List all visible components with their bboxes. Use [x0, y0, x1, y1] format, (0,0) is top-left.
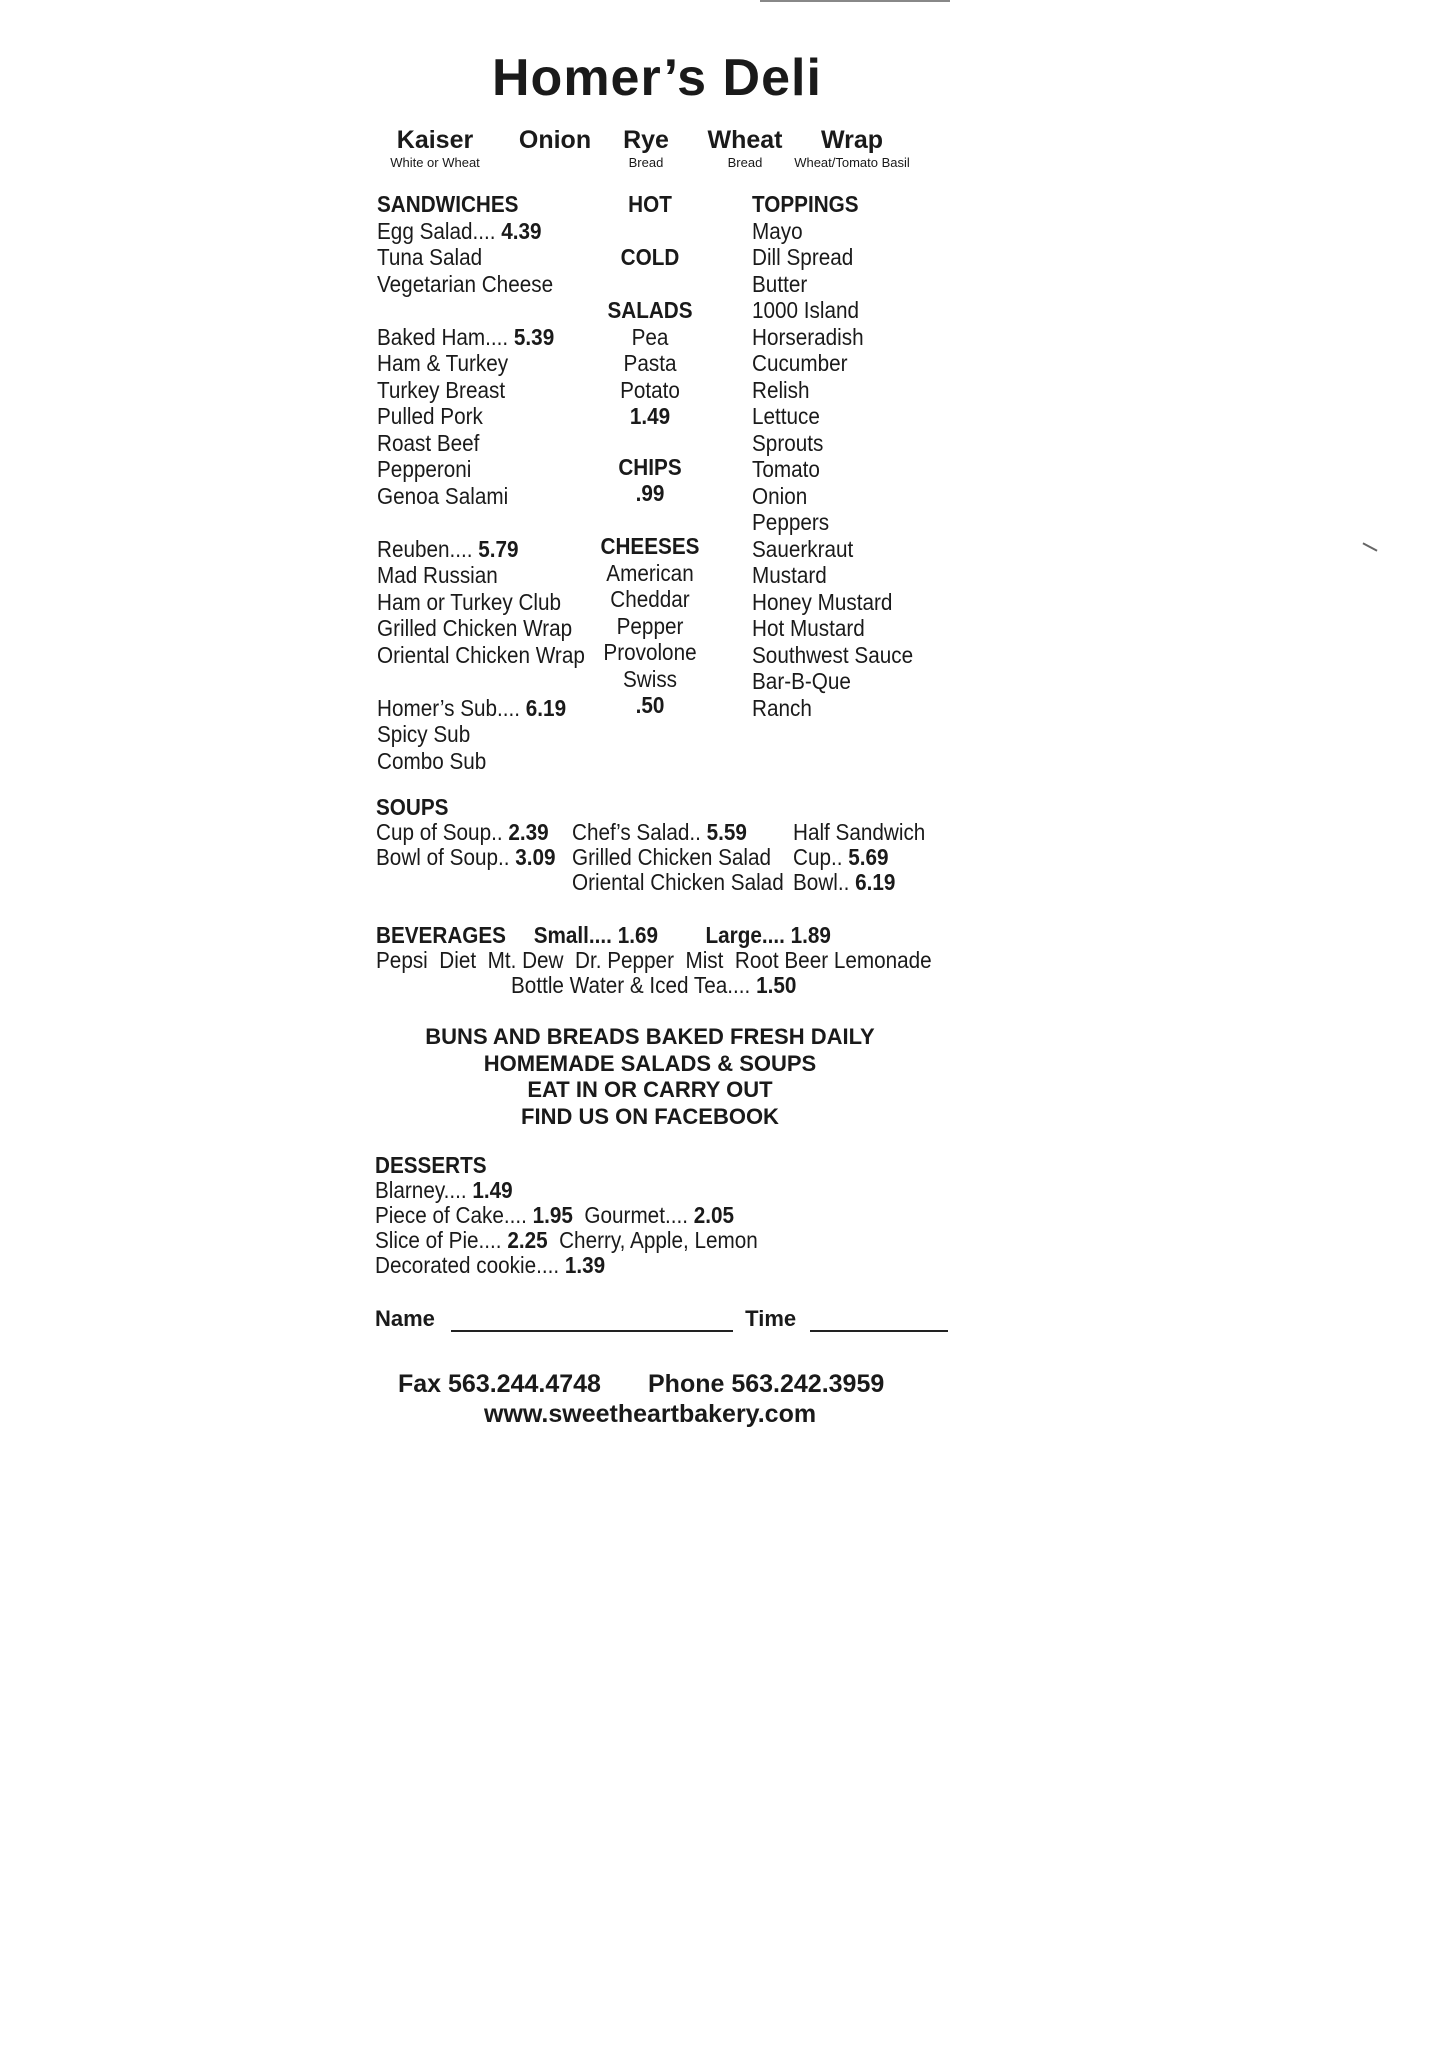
- beverages-header: BEVERAGES: [376, 922, 506, 948]
- topping-item: Honey Mustard: [752, 588, 893, 615]
- middle-column: [587, 191, 713, 719]
- menu-item: Pepperoni: [377, 456, 472, 482]
- cheese-item: Cheddar: [610, 586, 690, 612]
- bread-name: Onion: [518, 126, 592, 154]
- time-label: Time: [745, 1306, 797, 1331]
- menu-item: Grilled Chicken Wrap: [377, 615, 573, 641]
- item-name: Cup..: [793, 844, 843, 870]
- item-price: 1.39: [564, 1252, 606, 1278]
- name-field[interactable]: [451, 1308, 733, 1332]
- beverage-small-price: 1.69: [617, 922, 658, 948]
- page-title: Homer’s Deli: [492, 49, 822, 107]
- item-price: 5.69: [848, 844, 889, 870]
- salads-header: SALADS: [607, 297, 693, 323]
- desserts-column: [375, 1152, 758, 1278]
- bread-name: Rye: [623, 126, 669, 154]
- cheese-item: Provolone: [603, 639, 697, 665]
- bread-sub: Bread: [727, 155, 763, 170]
- bread-sub: White or Wheat: [390, 155, 480, 170]
- topping-item: Lettuce: [752, 403, 820, 429]
- topping-item: Horseradish: [752, 323, 864, 350]
- menu-item: Ham or Turkey Club: [377, 588, 562, 615]
- cheeses-price: .50: [635, 692, 665, 718]
- salads-meal-column: [572, 819, 784, 895]
- menu-item: Turkey Breast: [377, 376, 506, 403]
- chips-header: CHIPS: [618, 453, 682, 480]
- menu-item: Ham & Turkey: [377, 350, 509, 376]
- item-name: Homer’s Sub....: [377, 694, 521, 721]
- item-price: 1.50: [756, 972, 797, 998]
- salad-item: Potato: [620, 376, 680, 403]
- menu-item: Combo Sub: [377, 747, 487, 774]
- soup-bowl: [376, 845, 556, 870]
- pie-flavors: Cherry, Apple, Lemon: [559, 1227, 758, 1253]
- item-price: 3.09: [515, 844, 556, 870]
- menu-item: Mad Russian: [377, 562, 498, 588]
- dessert-pie: [375, 1227, 758, 1253]
- bread-rye: [596, 126, 696, 170]
- topping-item: Bar-B-Que: [752, 668, 851, 694]
- notice-line: BUNS AND BREADS BAKED FRESH DAILY: [425, 1024, 875, 1049]
- soup-cup: [376, 820, 556, 845]
- cheese-item: Pepper: [616, 612, 684, 639]
- topping-item: Butter: [752, 270, 808, 297]
- topping-item: Mustard: [752, 562, 827, 588]
- beverage-large-label: Large....: [705, 922, 785, 948]
- salad-item: Pasta: [623, 350, 677, 376]
- dessert-blarney: [375, 1178, 753, 1203]
- item-name: Blarney....: [375, 1177, 467, 1203]
- topping-item: Ranch: [752, 694, 812, 721]
- dessert-cookie: [375, 1253, 753, 1278]
- topping-item: Hot Mustard: [752, 615, 865, 641]
- item-price: 5.39: [513, 323, 555, 350]
- item-price: 1.95: [532, 1202, 573, 1228]
- notice-line: FIND US ON FACEBOOK: [521, 1103, 779, 1129]
- beverage-small-label: Small....: [533, 922, 612, 948]
- item-price: 1.49: [472, 1177, 513, 1203]
- topping-item: 1000 Island: [752, 297, 860, 323]
- website-link[interactable]: www.sweetheartbakery.com: [484, 1400, 817, 1428]
- topping-item: Sprouts: [752, 429, 824, 456]
- bread-onion: [500, 126, 610, 155]
- menu-item: Vegetarian Cheese: [377, 270, 554, 297]
- menu-item: Spicy Sub: [377, 721, 471, 747]
- item-price: 2.39: [508, 819, 549, 845]
- bread-wheat: [695, 126, 795, 170]
- bread-name: Wrap: [820, 126, 884, 154]
- oriental-chicken-salad: Oriental Chicken Salad: [572, 869, 784, 895]
- soups-header: SOUPS: [376, 794, 449, 820]
- item-name: Gourmet....: [584, 1202, 688, 1228]
- item-price: 6.19: [855, 869, 896, 895]
- half-sandwich-bowl: [793, 870, 928, 895]
- bread-sub: Bread: [628, 155, 664, 170]
- topping-item: Onion: [752, 482, 808, 509]
- item-name: Slice of Pie....: [375, 1227, 502, 1253]
- topping-item: Tomato: [752, 456, 820, 482]
- menu-item: [377, 324, 611, 351]
- item-name: Bottle Water & Iced Tea....: [511, 972, 751, 998]
- menu-item: Pulled Pork: [377, 403, 483, 429]
- item-name: Piece of Cake....: [375, 1202, 527, 1228]
- salad-item: Pea: [631, 323, 669, 350]
- menu-item: [377, 218, 611, 245]
- cheese-item: American: [606, 559, 694, 586]
- bread-kaiser: [370, 126, 500, 170]
- notices-block: [300, 1024, 1000, 1130]
- item-price: 4.39: [501, 217, 542, 244]
- item-name: Bowl of Soup..: [376, 844, 510, 870]
- half-sandwich-column: [793, 820, 928, 895]
- bread-wrap: [782, 126, 922, 170]
- scan-line-top: [760, 0, 950, 2]
- time-field[interactable]: [810, 1308, 948, 1332]
- item-name: Baked Ham....: [377, 323, 509, 350]
- chef-salad: [572, 820, 779, 845]
- toppings-column: [752, 191, 932, 721]
- item-price: 5.79: [478, 535, 519, 562]
- item-name: Reuben....: [377, 535, 473, 562]
- name-label: Name: [375, 1306, 435, 1331]
- cheese-item: Swiss: [622, 665, 678, 692]
- topping-item: Relish: [752, 376, 810, 403]
- bread-sub: Wheat/Tomato Basil: [794, 155, 910, 170]
- half-sandwich-cup: [793, 845, 928, 870]
- sandwiches-column: [377, 191, 611, 774]
- chips-price: .99: [635, 480, 665, 506]
- bread-name: Kaiser: [396, 126, 474, 154]
- menu-item: Tuna Salad: [377, 244, 483, 270]
- salads-price: 1.49: [629, 403, 671, 429]
- item-name: Decorated cookie....: [375, 1252, 560, 1278]
- sandwiches-header: SANDWICHES: [377, 191, 519, 217]
- dessert-cake: [375, 1203, 753, 1228]
- item-name: Cup of Soup..: [376, 819, 503, 845]
- beverage-bottle: [511, 972, 796, 999]
- soups-column: [376, 795, 556, 870]
- bread-name: Wheat: [707, 126, 783, 154]
- topping-item: Mayo: [752, 217, 803, 244]
- item-name: Bowl..: [793, 869, 850, 895]
- item-price: 5.59: [706, 819, 747, 845]
- grilled-chicken-salad: Grilled Chicken Salad: [572, 844, 772, 870]
- notice-line: HOMEMADE SALADS & SOUPS: [483, 1050, 817, 1076]
- menu-item: [377, 536, 611, 563]
- cold-label: COLD: [620, 244, 680, 270]
- cheeses-header: CHEESES: [600, 533, 700, 559]
- beverage-large-price: 1.89: [790, 922, 831, 948]
- topping-item: Sauerkraut: [752, 535, 854, 562]
- scan-speck: [1362, 542, 1377, 551]
- half-sandwich-label: Half Sandwich: [793, 819, 926, 845]
- desserts-header: DESSERTS: [375, 1152, 487, 1178]
- beverage-drinks: Pepsi Diet Mt. Dew Dr. Pepper Mist Root Beer Lemonade: [376, 947, 932, 973]
- notice-line: EAT IN OR CARRY OUT: [527, 1077, 773, 1102]
- item-name: Chef’s Salad..: [572, 819, 701, 845]
- topping-item: Cucumber: [752, 350, 848, 376]
- menu-item: Roast Beef: [377, 429, 480, 456]
- item-name: Egg Salad....: [377, 217, 496, 244]
- hot-label: HOT: [628, 191, 672, 217]
- phone-number: Phone 563.242.3959: [648, 1370, 885, 1398]
- toppings-header: TOPPINGS: [752, 191, 859, 217]
- topping-item: Dill Spread: [752, 244, 854, 270]
- order-fields: [375, 1306, 948, 1332]
- topping-item: Southwest Sauce: [752, 641, 914, 668]
- menu-item: Genoa Salami: [377, 482, 509, 509]
- item-price: 6.19: [525, 694, 567, 721]
- beverages-line: [376, 922, 831, 949]
- menu-item: Oriental Chicken Wrap: [377, 641, 585, 668]
- item-price: 2.25: [507, 1227, 548, 1253]
- fax-number: Fax 563.244.4748: [398, 1370, 601, 1398]
- menu-item: [377, 695, 611, 722]
- topping-item: Peppers: [752, 509, 830, 535]
- item-price: 2.05: [693, 1202, 735, 1228]
